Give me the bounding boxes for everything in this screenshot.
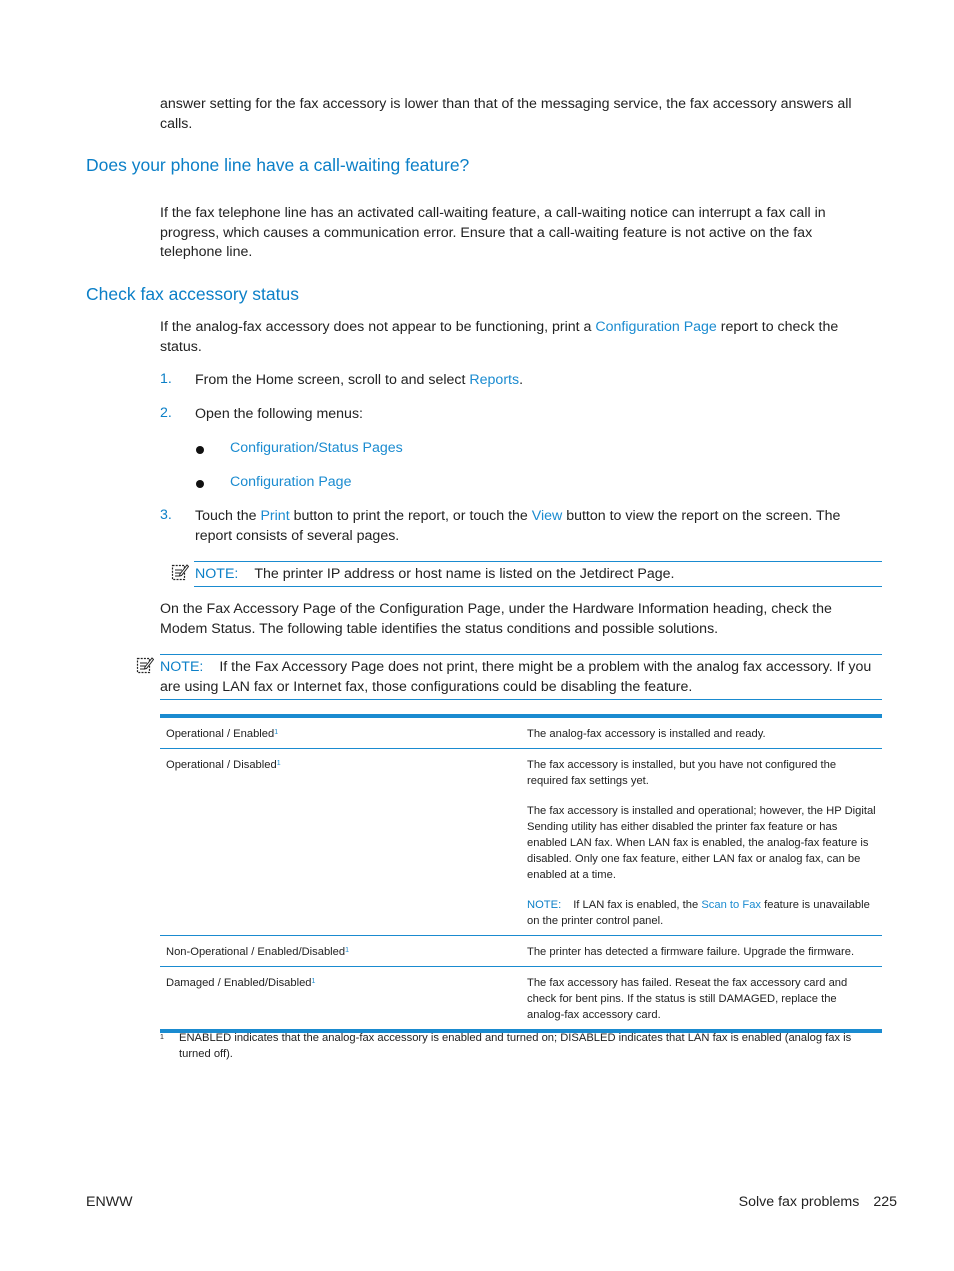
- solution-paragraph: The fax accessory is installed and operational; however, the HP Digital Sending utility has either disabled the printer fax feature or has enabled LAN fax. When LAN fax is enabled, the analog-fax feature is disabled. Only one fax feature, either LAN fax or analog fax, can be enabled at a time.: [527, 805, 876, 881]
- footnote-ref[interactable]: 1: [276, 760, 281, 767]
- note-label: NOTE:: [160, 659, 204, 675]
- step-2-text: Open the following menus:: [195, 406, 363, 422]
- menu-item-configuration-status-pages[interactable]: Configuration/Status Pages: [230, 440, 403, 456]
- configuration-page-link[interactable]: Configuration Page: [595, 319, 717, 335]
- note-label: NOTE:: [527, 899, 562, 911]
- step-number: 1.: [160, 371, 172, 387]
- note-text: If the Fax Accessory Page does not print, there might be a problem with the analog fax accessory. If you are using LAN fax or Internet fax, those configurations could be disabling the feature.: [160, 659, 872, 695]
- table-row: [160, 749, 882, 936]
- section-heading-check-status: Check fax accessory status: [86, 284, 299, 304]
- call-waiting-paragraph: If the fax telephone line has an activated call-waiting feature, a call-waiting notice can interrupt a fax call in progress, which causes a communication error. Ensure that a call-waiting feature is not active on the fax telephone line.: [160, 205, 826, 260]
- footnote-mark: 1: [160, 1034, 164, 1041]
- solution-cell: The fax accessory has failed. Reseat the fax accessory card and check for bent pins. If the status is still DAMAGED, replace the analog-fax accessory card.: [527, 977, 848, 1021]
- solution-paragraph: The fax accessory is installed, but you have not configured the required fax settings yet.: [527, 759, 837, 787]
- solution-cell: [521, 749, 882, 936]
- footer-page-number: 225: [873, 1194, 897, 1210]
- footnote-ref[interactable]: 1: [274, 729, 279, 736]
- note-fax-accessory-page: [160, 654, 882, 700]
- note-icon: [171, 563, 189, 581]
- note-jetdirect: [194, 561, 882, 587]
- modem-status-table: [160, 714, 882, 1033]
- note-text: The printer IP address or host name is listed on the Jetdirect Page.: [254, 566, 675, 582]
- solution-note: NOTE: If LAN fax is enabled, the Scan to Fax feature is unavailable on the printer control panel.: [527, 899, 870, 927]
- table-row: [160, 936, 882, 967]
- status-cell: Damaged / Enabled/Disabled$^1$: [166, 977, 316, 989]
- footnote-text: ENABLED indicates that the analog-fax accessory is enabled and turned on; DISABLED indicates that LAN fax is enabled (analog fax is turned off).: [179, 1032, 852, 1060]
- step-number: 2.: [160, 405, 172, 421]
- reports-link[interactable]: Reports: [469, 372, 520, 388]
- footer-doc-code: ENWW: [86, 1194, 133, 1210]
- note-icon: [136, 656, 154, 674]
- note-label: NOTE:: [195, 566, 239, 582]
- status-cell: Operational / Enabled$^1$: [160, 716, 521, 749]
- view-button-link[interactable]: View: [531, 508, 563, 524]
- bullet-icon: [196, 480, 204, 488]
- status-cell: Operational / Disabled$^1$: [160, 749, 521, 936]
- check-status-intro: If the analog-fax accessory does not appear to be functioning, print a Configuration Page report to check the status.: [160, 319, 839, 355]
- table-footnote: [160, 1030, 882, 1062]
- table-row: [160, 716, 882, 749]
- status-cell: Non-Operational / Enabled/Disabled$^1$: [160, 936, 521, 967]
- step-3-text: Touch the Print button to print the report, or touch the View button to view the report on the screen. The report consists of several pages.: [195, 508, 841, 544]
- step-number: 3.: [160, 507, 172, 523]
- section-heading-call-waiting: Does your phone line have a call-waiting feature?: [86, 155, 470, 175]
- footnote-ref[interactable]: 1: [345, 947, 350, 954]
- footer-section-title: Solve fax problems: [738, 1194, 860, 1210]
- solution-cell: The analog-fax accessory is installed and ready.: [521, 716, 882, 749]
- footer-page-info: [739, 1194, 897, 1210]
- bullet-icon: [196, 446, 204, 454]
- table-row: [160, 967, 882, 1032]
- modem-status-paragraph: On the Fax Accessory Page of the Configuration Page, under the Hardware Information heading, check the Modem Status. The following table identifies the status conditions and possible solutions.: [160, 601, 832, 637]
- print-button-link[interactable]: Print: [260, 508, 290, 524]
- solution-cell: The printer has detected a firmware failure. Upgrade the firmware.: [521, 936, 882, 967]
- scan-to-fax-link[interactable]: Scan to Fax: [701, 899, 762, 911]
- step-1-text: From the Home screen, scroll to and select Reports.: [195, 372, 524, 388]
- intro-paragraph: answer setting for the fax accessory is lower than that of the messaging service, the fax accessory answers all calls.: [160, 96, 852, 132]
- menu-item-configuration-page[interactable]: Configuration Page: [230, 474, 352, 490]
- footnote-ref[interactable]: 1: [311, 978, 316, 985]
